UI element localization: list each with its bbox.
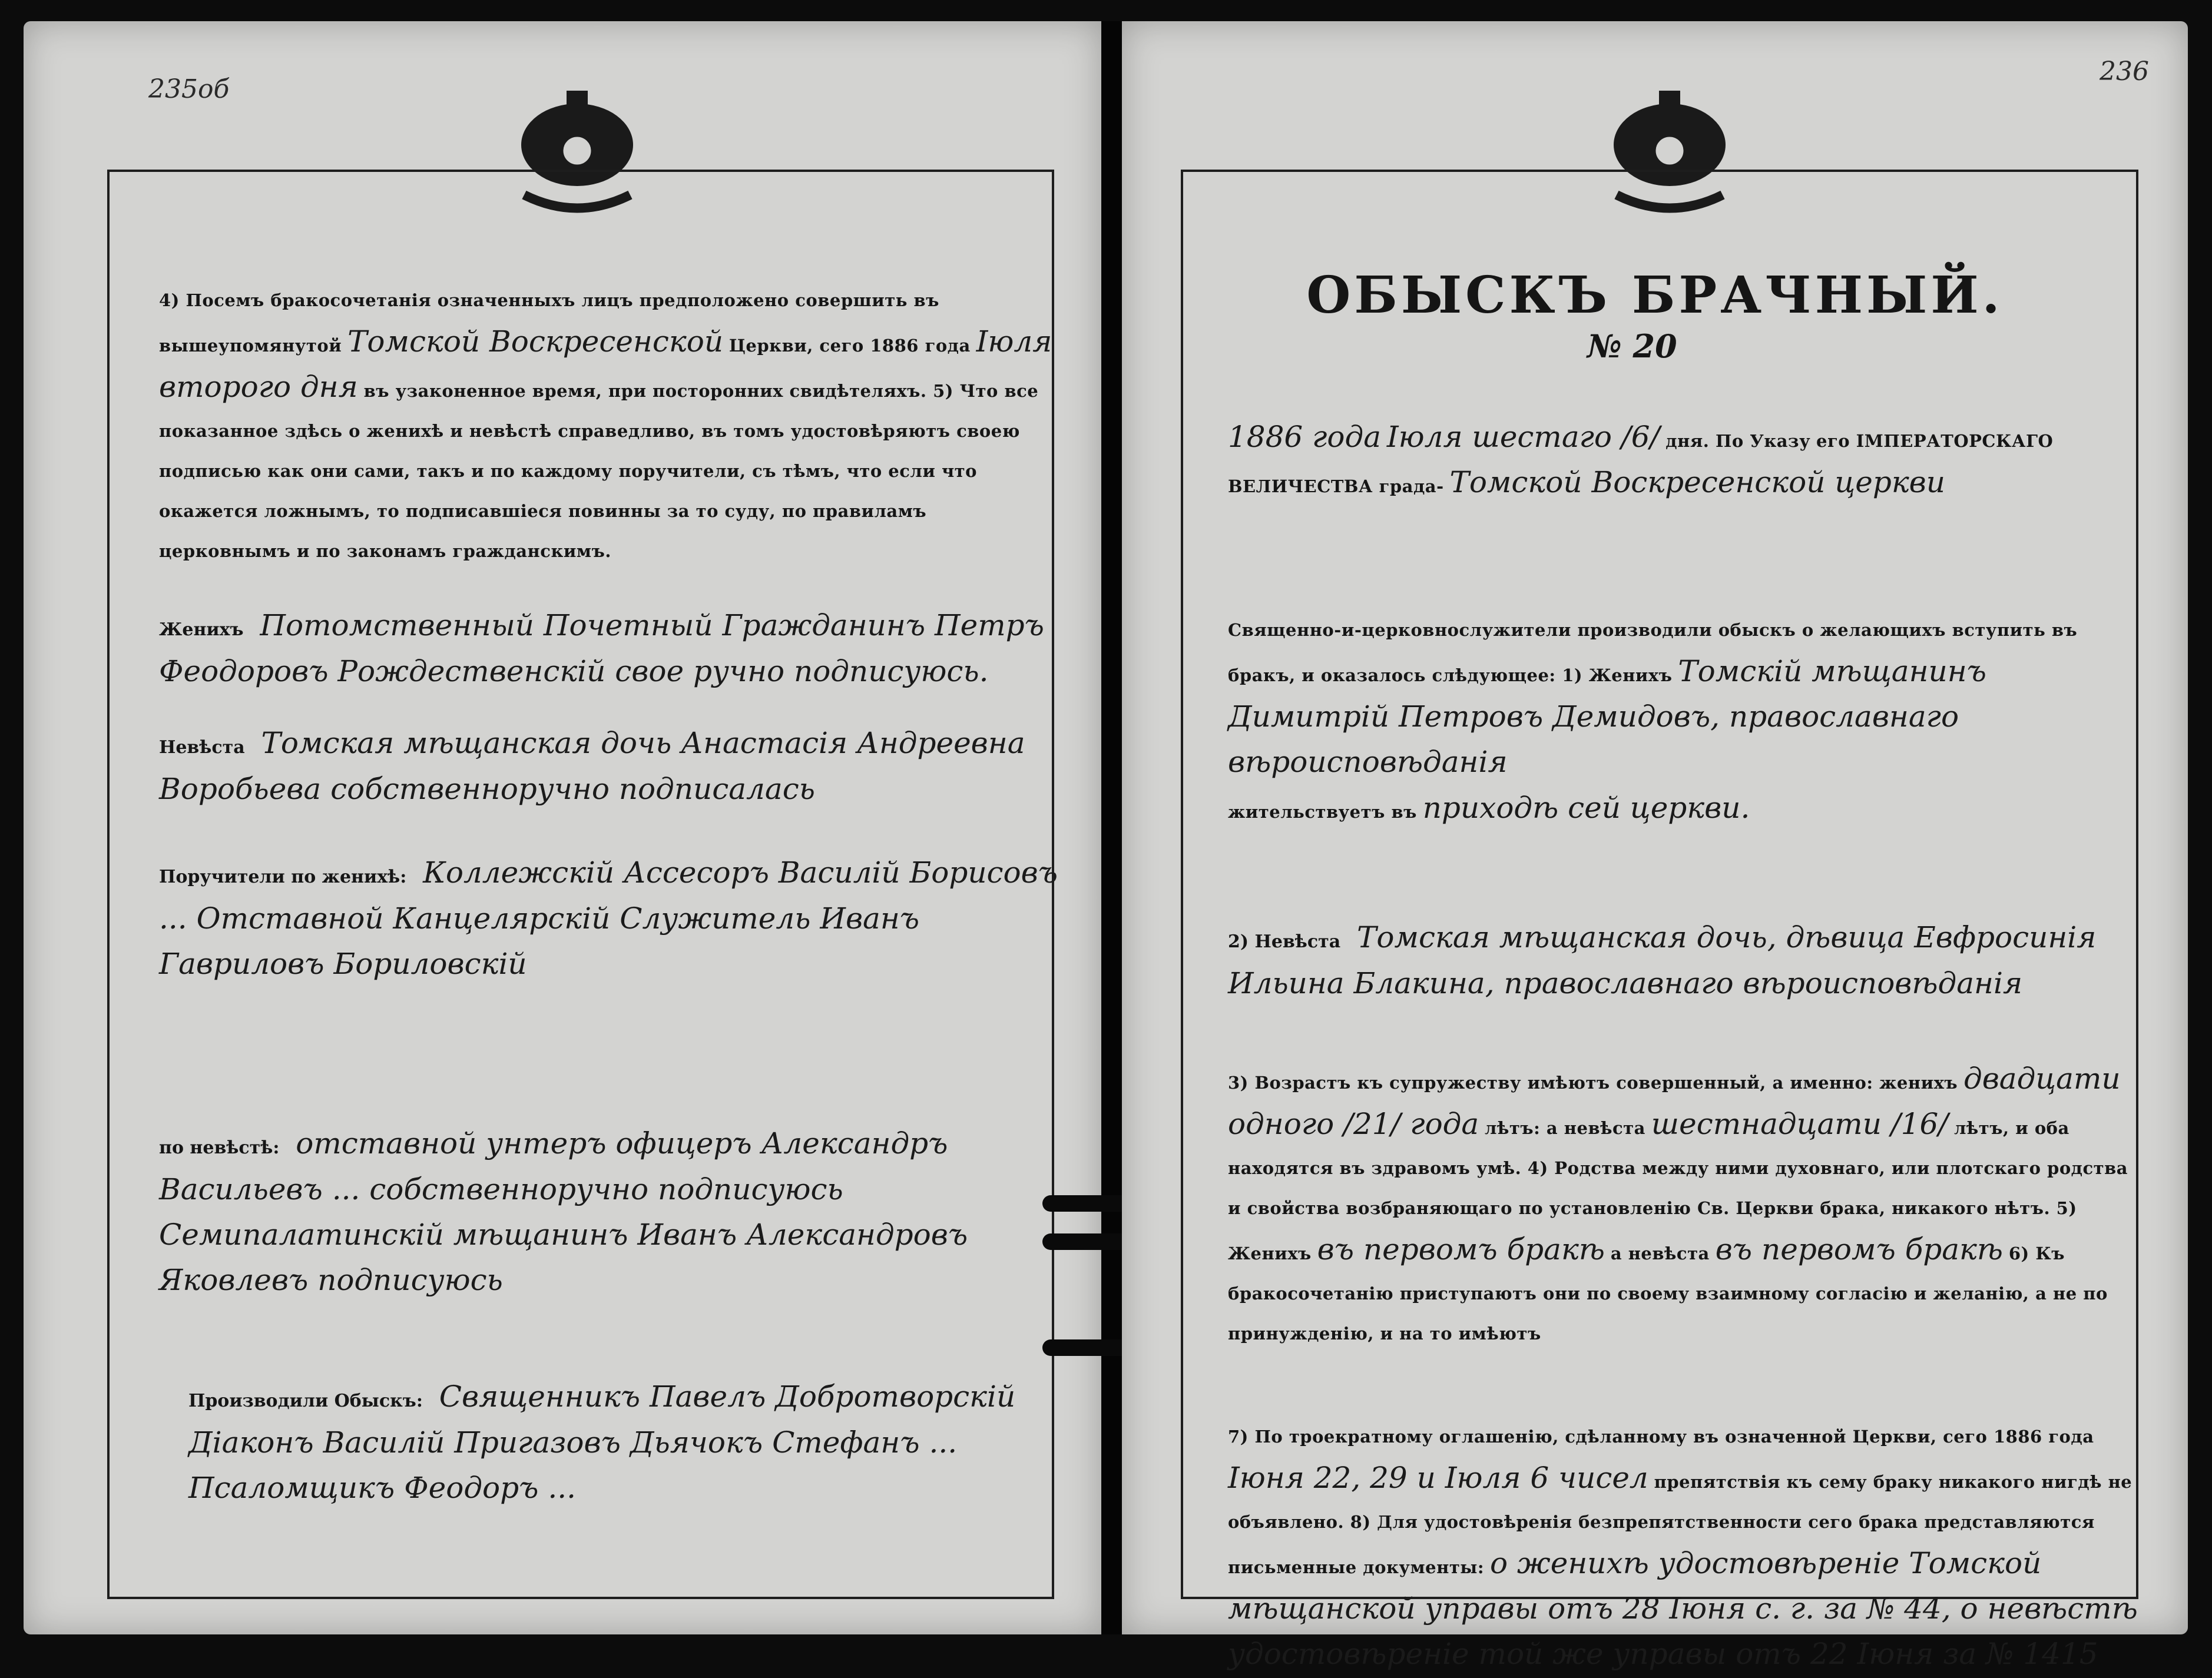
record-number: № 20	[1587, 327, 1677, 365]
bride-signature: Томская мѣщанская дочь Анастасія Андреевна Воробьева собственноручно подписалась	[159, 726, 1025, 806]
examiners-label: Производили Обыскъ:	[188, 1391, 423, 1411]
bride-guarantors-signatures: отставной унтеръ офицеръ Александръ Васильевъ ... собственноручно подписуюсь Семипалатинскій мѣщанинъ Иванъ Александровъ Яковлевъ подписуюсь	[159, 1126, 968, 1297]
bride-label: Невѣста	[159, 737, 245, 758]
clause-4-handwriting: Томской Воскресенской	[347, 324, 724, 359]
page-number: 236	[2100, 57, 2149, 87]
document-title: ОБЫСКЪ БРАЧНЫЙ.	[1306, 266, 2004, 325]
clause-4-5-text: лѣтъ, и оба находятся въ здравомъ умѣ. 4) Родства между ними духовнаго, или плотскаго родства и свойства возбраняющаго по установленію Св. Церкви брака, никакого нѣтъ. 5) Женихъ	[1228, 1118, 2128, 1264]
clause-1-text: Священно-и-церковнослужители производили обыскъ о желающихъ вступить въ бракъ, и оказалось слѣдующее: 1) Женихъ	[1228, 620, 2078, 685]
clause-5-bride-text: а невѣста	[1610, 1243, 1710, 1264]
banns-dates-handwriting: Іюня 22, 29 и Іюля 6 чисел	[1228, 1461, 1648, 1495]
clause-7-text: 7) По троекратному оглашенію, сдѣланному въ означенной Церкви, сего 1886 года	[1228, 1427, 2094, 1447]
documents-handwriting: о женихѣ удостовѣреніе Томской мѣщанской управы отъ 28 Іюня с. г. за № 44, о невѣстѣ удостовѣреніе той же управы отъ 22 Іюня за № 1415	[1228, 1546, 2138, 1671]
clause-4-date-handwriting: Іюля второго дня	[159, 324, 1052, 404]
bride-age-handwriting: шестнадцати /16/	[1651, 1107, 1949, 1141]
groom-marriage-status-handwriting: въ первомъ бракѣ	[1317, 1232, 1605, 1266]
clause-8-text: препятствія къ сему браку никакого нигдѣ не объявлено. 8) Для удостовѣренія безпрепятственности сего брака представляются письменные документы:	[1228, 1472, 2132, 1577]
clause-6-text: 6) Къ бракосочетанію приступаютъ они по своему взаимному согласію и желанію, а не по принужденію, и на то имѣютъ	[1228, 1243, 2108, 1344]
bride-marriage-status-handwriting: въ первомъ бракѣ	[1715, 1232, 2004, 1266]
groom-guarantors-signatures: Коллежскій Ассесоръ Василій Борисовъ ... Отставной Канцелярскій Служитель Иванъ Гавриловъ Бориловскій	[159, 855, 1058, 981]
page-frame	[1181, 170, 2138, 1599]
groom-age-handwriting: двадцати одного /21/ года	[1228, 1062, 2121, 1141]
intro-date-handwriting: Іюля шестаго /6/	[1386, 420, 1660, 454]
residence-label: жительствуетъ въ	[1228, 802, 1417, 822]
intro-text: дня. По Указу	[1665, 431, 1811, 451]
bride-label: 2) Невѣста	[1228, 931, 1341, 952]
clause-4-text: 4) Посемъ бракосочетанія означенныхъ лицъ предположено совершить въ вышеупомянутой	[159, 290, 939, 356]
examiners-signatures: Священникъ Павелъ Добротворскій Діаконъ Василій Пригазовъ Дьячокъ Стефанъ ... Псаломщикъ Феодоръ ...	[188, 1379, 1016, 1505]
page-number: 235об	[148, 74, 230, 104]
groom-description-handwriting: Томскій мѣщанинъ Димитрій Петровъ Демидовъ, православнаго вѣроисповѣданія	[1228, 654, 1987, 779]
book-binding	[1101, 21, 1122, 1634]
clause-3-bride-text: лѣтъ: а невѣста	[1485, 1118, 1645, 1138]
right-page	[1122, 21, 2188, 1671]
left-page	[24, 21, 1101, 1634]
clause-4-church-text: Церкви, сего 1886 года	[728, 336, 971, 356]
residence-handwriting: приходѣ сей церкви.	[1422, 791, 1750, 825]
groom-signature: Потомственный Почетный Гражданинъ Петръ Феодоровъ Рождественскій свое ручно подписуюсь.	[159, 608, 1044, 688]
groom-label: Женихъ	[159, 619, 244, 640]
clause-3-text: 3) Возрастъ къ супружеству имѣютъ совершенный, а именно: женихъ	[1228, 1073, 1958, 1093]
intro-majesty-text: его ІМПЕРАТОРСКАГО ВЕЛИЧЕСТВА града-	[1228, 431, 2054, 496]
bride-description-handwriting: Томская мѣщанская дочь, дѣвица Евфросинія Ильина Блакина, православнаго вѣроисповѣданія	[1228, 920, 2097, 1000]
clause-5-text: въ узаконенное время, при посторонних свидѣтеляхъ. 5) Что все показанное здѣсь о женихѣ и невѣстѣ справедливо, въ томъ удостовѣряютъ своею подписью как они сами, такъ и по каждому поручители, съ тѣмъ, что если что окажется ложнымъ, то подписавшіеся повинны за то суду, по правиламъ церковнымъ и по законамъ гражданскимъ.	[159, 381, 1039, 561]
intro-year: 1886 года	[1228, 420, 1382, 454]
intro-church-handwriting: Томской Воскресенской церкви	[1449, 465, 1945, 499]
bride-guarantors-label: по невѣстѣ:	[159, 1138, 280, 1158]
groom-guarantors-label: Поручители по женихѣ:	[159, 867, 407, 887]
